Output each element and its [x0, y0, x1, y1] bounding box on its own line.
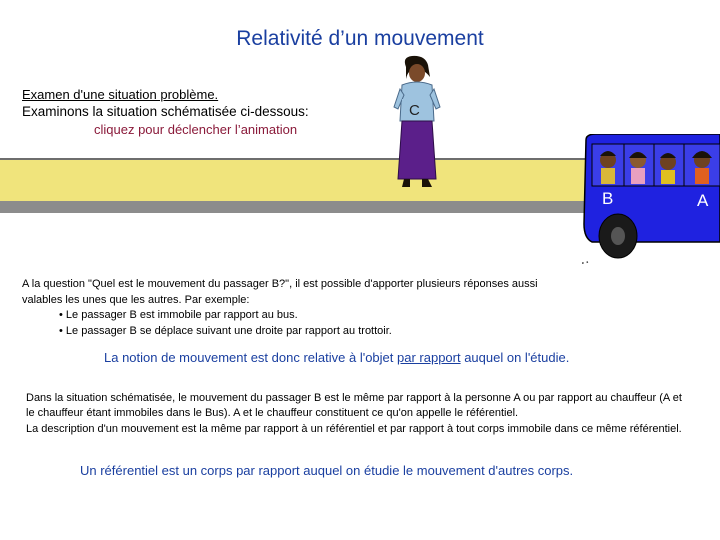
passenger-label: B — [602, 189, 614, 208]
page-title: Relativité d’un mouvement — [236, 27, 484, 50]
sidewalk-curb — [0, 201, 600, 213]
explanation-block — [26, 391, 691, 437]
bus-illustration — [582, 134, 720, 266]
answers-list — [22, 308, 542, 339]
exam-intro: Examinons la situation schématisée ci-dessous: — [22, 104, 309, 119]
conclusion-before: La notion de mouvement est donc relative à l'objet — [104, 350, 397, 365]
conclusion-underlined: par rapport — [397, 350, 461, 365]
explanation-paragraph: La description d'un mouvement est la même par rapport à un référentiel et par rapport à tout corps immobile dans ce même référentiel. — [26, 422, 682, 435]
answer-item: • Le passager B se déplace suivant une droite par rapport au trottoir. — [59, 324, 542, 340]
question-text: A la question "Quel est le mouvement du passager B?", il est possible d'apporter plusieurs réponses aussi valables les unes que les autres. Par exemple: — [22, 278, 538, 306]
exam-heading: Examen d'une situation problème. — [22, 87, 219, 102]
question-block — [22, 277, 542, 339]
referential-definition: Un référentiel est un corps par rapport auquel on étudie le mouvement d'autres corps. — [80, 463, 574, 478]
conclusion-after: auquel on l'étudie. — [460, 350, 570, 365]
person-c-illustration — [392, 55, 442, 195]
sidewalk — [0, 158, 600, 202]
answer-item: • Le passager B est immobile par rapport au bus. — [59, 308, 542, 324]
driver-label: A — [697, 191, 709, 210]
relativity-conclusion — [104, 350, 569, 365]
person-label: C — [409, 102, 420, 119]
animation-trigger-link[interactable]: cliquez pour déclencher l’animation — [94, 122, 298, 137]
explanation-paragraph: Dans la situation schématisée, le mouvement du passager B est le même par rapport à la personne A ou par rapport au chauffeur (A et le chauffeur étant immobiles dans le Bus). A et le chauffeur constituent ce qu'on appelle le référentiel. — [26, 392, 682, 420]
